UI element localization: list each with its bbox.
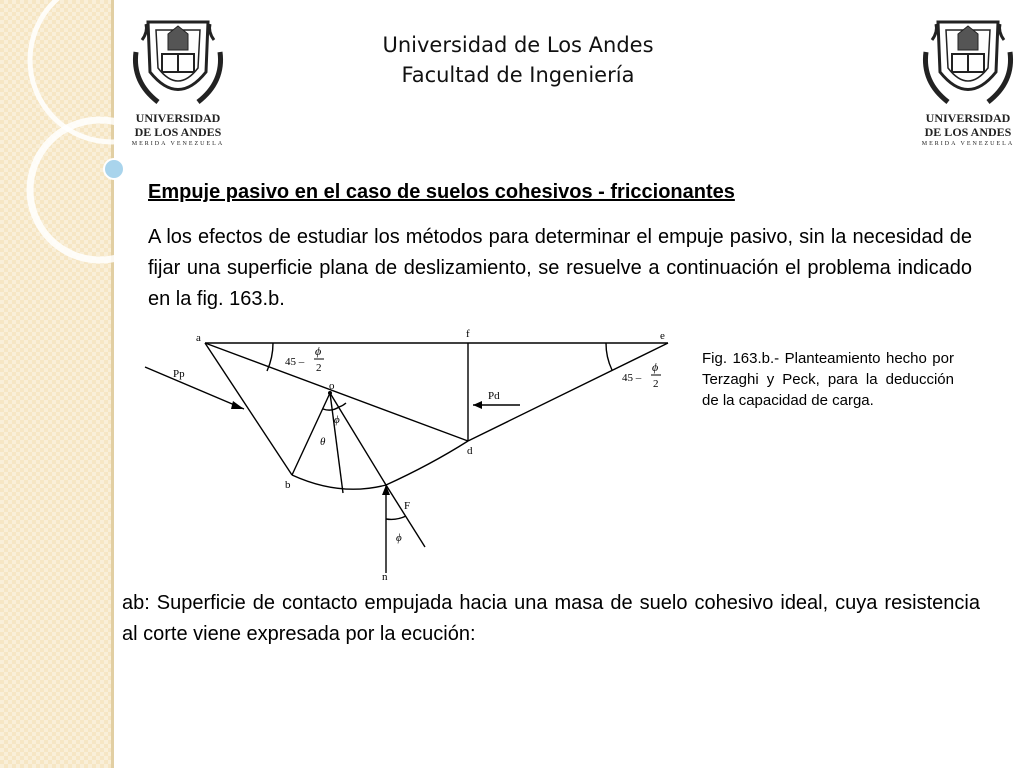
label-angle-a-phi: ϕ: [315, 344, 322, 358]
label-o: o: [329, 380, 335, 392]
figure-163b-diagram: [140, 325, 700, 585]
logo-text-line2: DE LOS ANDES: [924, 125, 1012, 139]
label-angle-phi-F: ϕ: [396, 532, 402, 544]
decorative-circles: [0, 0, 140, 330]
label-F: F: [404, 500, 411, 512]
label-d: d: [467, 445, 473, 457]
logo-text-line3: MERIDA VENEZUELA: [921, 141, 1015, 147]
label-angle-a-45: 45 –: [285, 356, 305, 368]
label-b: b: [285, 479, 291, 491]
line-ad: [205, 343, 468, 441]
definition-paragraph: ab: Superficie de contacto empujada hacia una masa de suelo cohesivo ideal, cuya resistencia al corte viene expresada por la ecución:: [122, 592, 980, 645]
header-university: Universidad de Los Andes: [382, 33, 654, 57]
label-pd: Pd: [488, 390, 500, 402]
university-logo-left: [128, 12, 228, 152]
label-f: f: [466, 328, 470, 340]
university-logo-right: [918, 12, 1018, 152]
intro-paragraph: A los efectos de estudiar los métodos para determinar el empuje pasivo, sin la necesidad de fijar una superficie plana de deslizamiento, se resuelve a continuación el problema indicado en la fig. 163.b.: [148, 226, 972, 310]
angle-arc-phi-o: [339, 403, 346, 407]
line-ob: [292, 393, 330, 475]
angle-arc-theta: [323, 407, 339, 410]
arrow-pp-head: [231, 401, 244, 409]
label-e: e: [660, 330, 665, 342]
university-crest-icon: [918, 12, 1018, 112]
label-n: n: [382, 571, 388, 583]
label-angle-e-two: 2: [653, 378, 659, 390]
label-angle-e-phi: ϕ: [652, 360, 659, 374]
label-angle-e-45: 45 –: [622, 372, 642, 384]
page-header: [300, 30, 736, 90]
label-angle-phi-o: ϕ: [334, 414, 340, 426]
angle-arc-phi-F: [386, 516, 406, 519]
accent-dot: [104, 159, 124, 179]
label-pp: Pp: [173, 368, 185, 380]
header-faculty: Facultad de Ingeniería: [401, 63, 635, 87]
logo-text-line1: UNIVERSIDAD: [925, 111, 1011, 125]
arrow-pd-head: [473, 401, 482, 409]
force-pp-line: [145, 367, 244, 409]
label-angle-a-two: 2: [316, 362, 322, 374]
label-angle-theta: θ: [320, 436, 326, 448]
angle-arc-e: [606, 343, 612, 370]
figure-caption: Fig. 163.b.- Planteamiento hecho por Terzaghi y Peck, para la deducción de la capacidad de carga.: [702, 350, 954, 409]
logo-text-line2: DE LOS ANDES: [134, 125, 222, 139]
logo-text-line3: MERIDA VENEZUELA: [131, 141, 225, 147]
university-crest-icon: [128, 12, 228, 112]
label-a: a: [196, 332, 201, 344]
slide-title: Empuje pasivo en el caso de suelos cohesivos - friccionantes: [148, 181, 735, 203]
line-ab: [205, 343, 292, 475]
log-spiral-arc: [292, 441, 468, 489]
logo-text-line1: UNIVERSIDAD: [135, 111, 221, 125]
